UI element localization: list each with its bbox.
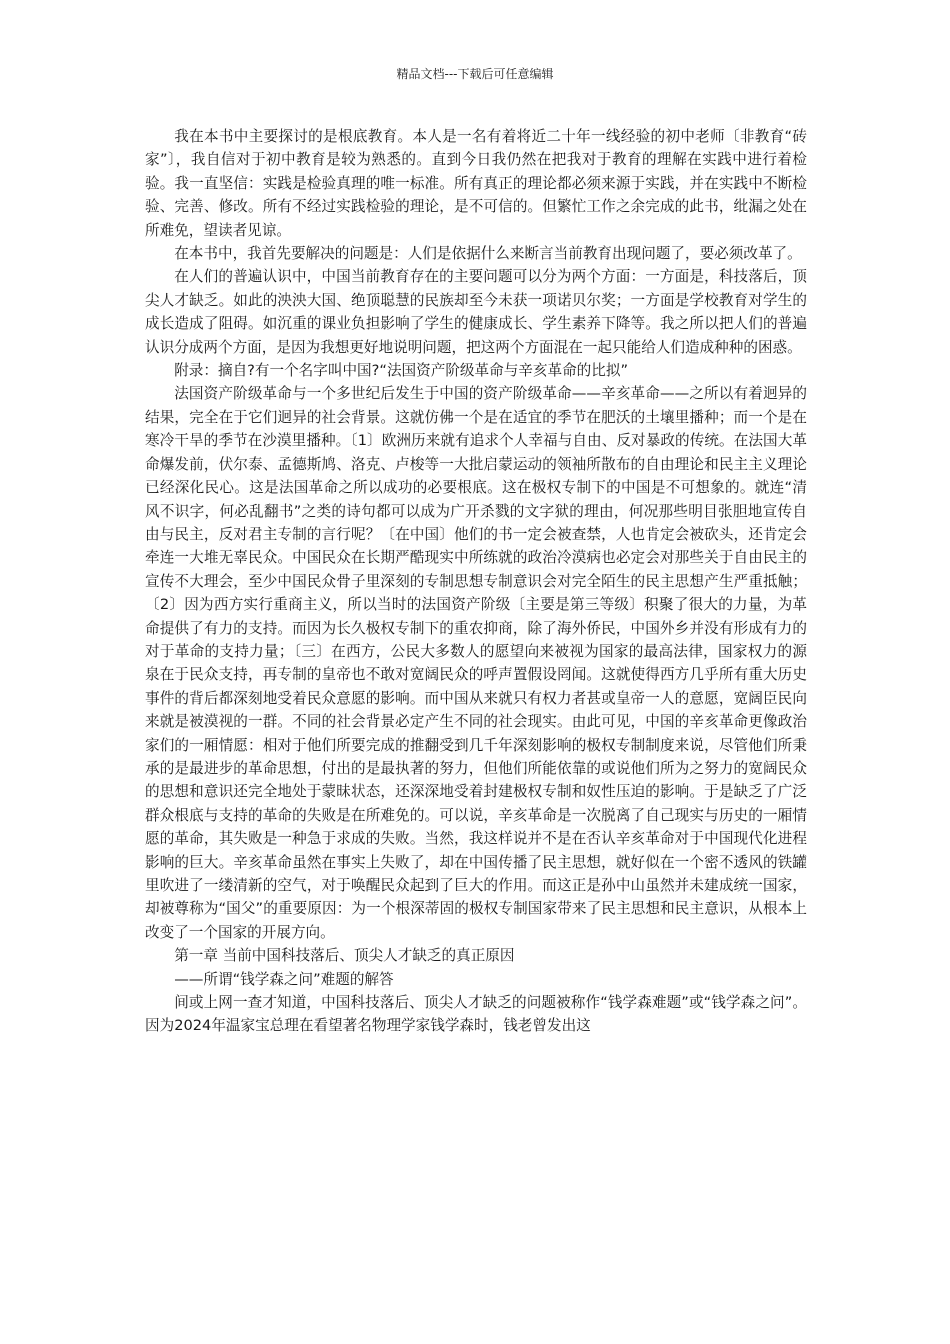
chapter-title: 第一章 当前中国科技落后、顶尖人才缺乏的真正原因	[174, 947, 515, 965]
paragraph-intro: 我在本书中主要探讨的是根底教育。本人是一名有着将近二十年一线经验的初中老师〔非教育“砖家”〕，我自信对于初中教育是较为熟悉的。直到今日我仍然在把我对于教育的理解在实践中进行着检验。我一直坚信：实践是检验真理的唯一标准。所有真正的理论都必须来源于实践，并在实践中不断检验、完善、修改。所有不经过实践检验的理论，是不可信的。但繁忙工作之余完成的此书，纰漏之处在所难免，望读者见谅。	[145, 128, 807, 239]
document-body	[145, 125, 807, 1038]
page-header: 精品文档---下载后可任意编辑	[396, 67, 554, 81]
paragraph-appendix-title: 附录：摘自?有一个名字叫中国?“法国资产阶级革命与辛亥革命的比拟”	[174, 362, 629, 380]
paragraph-appendix-body: 法国资产阶级革命与一个多世纪后发生于中国的资产阶级革命——辛亥革命——之所以有着迥异的结果，完全在于它们迥异的社会背景。这就仿佛一个是在适宜的季节在肥沃的土壤里播种；而一个是在寒冷干旱的季节在沙漠里播种。〔1〕欧洲历来就有追求个人幸福与自由、反对暴政的传统。在法国大革命爆发前，伏尔泰、孟德斯鸠、洛克、卢梭等一大批启蒙运动的领袖所散布的自由理论和民主主义理论已经深化民心。这是法国革命之所以成功的必要根底。这在极权专制下的中国是不可想象的。就连“清风不识字，何必乱翻书”之类的诗句都可以成为广开杀戮的文字狱的理由，何况那些明目张胆地宣传自由与民主，反对君主专制的言行呢？〔在中国〕他们的书一定会被查禁，人也肯定会被砍头，还肯定会牵连一大堆无辜民众。中国民众在长期严酷现实中所练就的政治冷漠病也必定会对那些关于自由民主的宣传不大理会，至少中国民众骨子里深刻的专制思想专制意识会对完全陌生的民主思想产生严重抵触；〔2〕因为西方实行重商主义，所以当时的法国资产阶级〔主要是第三等级〕积聚了很大的力量，为革命提供了有力的支持。而因为长久极权专制下的重农抑商，除了海外侨民，中国外乡并没有形成有力的对于革命的支持力量；〔三〕在西方，公民大多数人的愿望向来被视为国家的最高法律，国家权力的源泉在于民众支持，再专制的皇帝也不敢对宽阔民众的呼声置假设罔闻。这就使得西方几乎所有重大历史事件的背后都深刻地受着民众意愿的影响。而中国从来就只有权力者甚或皇帝一人的意愿，宽阔臣民向来就是被漠视的一群。不同的社会背景必定产生不同的社会现实。由此可见，中国的辛亥革命更像政治家们的一厢情愿：相对于他们所要完成的推翻受到几千年深刻影响的极权专制制度来说，尽管他们所秉承的是最进步的革命思想，付出的是最执著的努力，但他们所能依靠的或说他们所为之努力的宽阔民众的思想和意识还完全地处于蒙昧状态，还深深地受着封建极权专制和奴性压迫的影响。于是缺乏了广泛群众根底与支持的革命的失败是在所难免的。可以说，辛亥革命是一次脱离了自己现实与历史的一厢情愿的革命，其失败是一种急于求成的失败。当然，我这样说并不是在否认辛亥革命对于中国现代化进程影响的巨大。辛亥革命虽然在事实上失败了，却在中国传播了民主思想，就好似在一个密不透风的铁罐里吹进了一缕清新的空气，对于唤醒民众起到了巨大的作用。而这正是孙中山虽然并未建成统一国家，却被尊称为“国父”的重要原因：为一个根深蒂固的极权专制国家带来了民主思想和民主意识，从根本上改变了一个国家的开展方向。	[145, 385, 807, 941]
paragraph-common-view: 在人们的普遍认识中，中国当前教育存在的主要问题可以分为两个方面：一方面是，科技落后，顶尖人才缺乏。如此的泱泱大国、绝顶聪慧的民族却至今未获一项诺贝尔奖；一方面是学校教育对学生的成长造成了阻碍。如沉重的课业负担影响了学生的健康成长、学生素养下降等。我之所以把人们的普遍认识分成两个方面，是因为我想更好地说明问题，把这两个方面混在一起只能给人们造成种种的困惑。	[145, 268, 807, 356]
chapter-subtitle: ——所谓“钱学森之问”难题的解答	[174, 970, 394, 988]
paragraph-question: 在本书中，我首先要解决的问题是：人们是依据什么来断言当前教育出现问题了，要必须改革了。	[174, 245, 802, 263]
paragraph-chapter-body: 间或上网一查才知道，中国科技落后、顶尖人才缺乏的问题被称作“钱学森难题”或“钱学森之问”。因为2024年温家宝总理在看望著名物理学家钱学森时，钱老曾发出这	[145, 994, 807, 1035]
